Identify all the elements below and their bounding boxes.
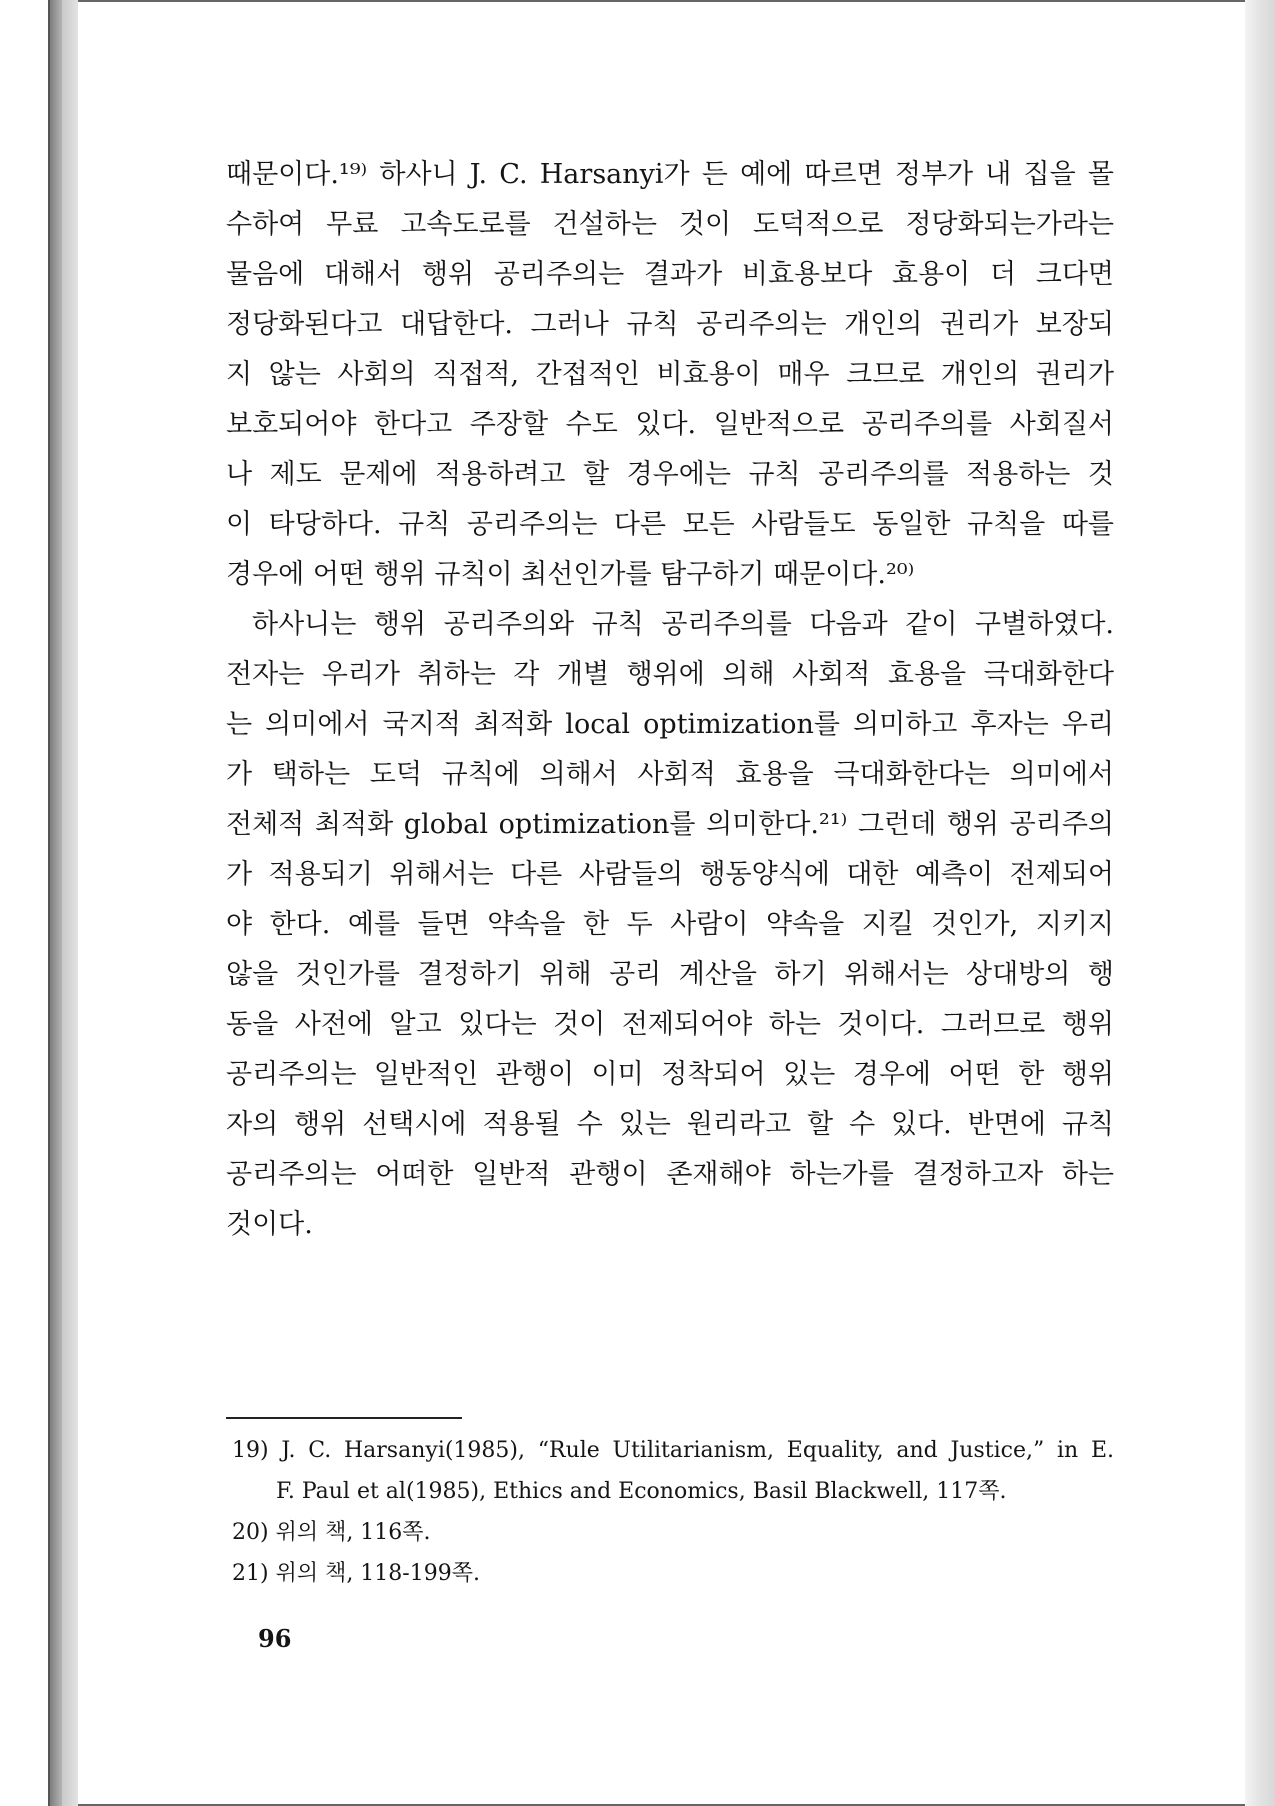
body-line: 가 택하는 도덕 규칙에 의해서 사회적 효용을 극대화한다는 의미에서 bbox=[226, 759, 1114, 790]
body-line: 정당화된다고 대답한다. 그러나 규칙 공리주의는 개인의 권리가 보장되 bbox=[226, 309, 1114, 340]
body-line: 공리주의는 어떠한 일반적 관행이 존재해야 하는가를 결정하고자 하는 bbox=[226, 1159, 1114, 1190]
body-line: 전체적 최적화 global optimization를 의미한다.²¹⁾ 그런데 행위 공리주의 bbox=[226, 809, 1114, 840]
body-line: 수하여 무료 고속도로를 건설하는 것이 도덕적으로 정당화되는가라는 bbox=[226, 209, 1114, 240]
body-line: 동을 사전에 알고 있다는 것이 전제되어야 하는 것이다. 그러므로 행위 bbox=[226, 1009, 1114, 1040]
body-line: 지 않는 사회의 직접적, 간접적인 비효용이 매우 크므로 개인의 권리가 bbox=[226, 359, 1114, 390]
body-line: 물음에 대해서 행위 공리주의는 결과가 비효용보다 효용이 더 크다면 bbox=[226, 259, 1114, 290]
body-line: 것이다. bbox=[226, 1209, 313, 1240]
page-number: 96 bbox=[258, 1624, 292, 1653]
body-line: 공리주의는 일반적인 관행이 이미 정착되어 있는 경우에 어떤 한 행위 bbox=[226, 1059, 1114, 1090]
page-right-edge bbox=[1245, 0, 1275, 1806]
paragraph-start-line: 하사니는 행위 공리주의와 규칙 공리주의를 다음과 같이 구별하였다. bbox=[252, 609, 1114, 640]
footnote-divider bbox=[226, 1417, 462, 1419]
footnote-19: 19) J. C. Harsanyi(1985), “Rule Utilitarianism, Equality, and Justice,” in E. bbox=[232, 1438, 1114, 1463]
body-line: 보호되어야 한다고 주장할 수도 있다. 일반적으로 공리주의를 사회질서 bbox=[226, 409, 1114, 440]
footnote-19-continued: F. Paul et al(1985), Ethics and Economics, Basil Blackwell, 117쪽. bbox=[276, 1479, 1007, 1504]
body-line: 는 의미에서 국지적 최적화 local optimization를 의미하고 후자는 우리 bbox=[226, 709, 1114, 740]
book-spine-edge bbox=[48, 0, 81, 1806]
body-line: 자의 행위 선택시에 적용될 수 있는 원리라고 할 수 있다. 반면에 규칙 bbox=[226, 1109, 1114, 1140]
footnotes bbox=[232, 1430, 1114, 1594]
body-line: 나 제도 문제에 적용하려고 할 경우에는 규칙 공리주의를 적용하는 것 bbox=[226, 459, 1114, 490]
body-line: 않을 것인가를 결정하기 위해 공리 계산을 하기 위해서는 상대방의 행 bbox=[226, 959, 1114, 990]
body-line: 이 타당하다. 규칙 공리주의는 다른 모든 사람들도 동일한 규칙을 따를 bbox=[226, 509, 1114, 540]
body-text bbox=[226, 150, 1114, 1250]
body-line: 때문이다.¹⁹⁾ 하사니 J. C. Harsanyi가 든 예에 따르면 정부가 내 집을 몰 bbox=[226, 159, 1114, 190]
body-line: 전자는 우리가 취하는 각 개별 행위에 의해 사회적 효용을 극대화한다 bbox=[226, 659, 1114, 690]
body-line: 경우에 어떤 행위 규칙이 최선인가를 탐구하기 때문이다.²⁰⁾ bbox=[226, 559, 915, 590]
body-line: 가 적용되기 위해서는 다른 사람들의 행동양식에 대한 예측이 전제되어 bbox=[226, 859, 1114, 890]
footnote-20: 20) 위의 책, 116쪽. bbox=[232, 1520, 431, 1545]
footnote-21: 21) 위의 책, 118-199쪽. bbox=[232, 1561, 480, 1586]
body-line: 야 한다. 예를 들면 약속을 한 두 사람이 약속을 지킬 것인가, 지키지 bbox=[226, 909, 1114, 940]
